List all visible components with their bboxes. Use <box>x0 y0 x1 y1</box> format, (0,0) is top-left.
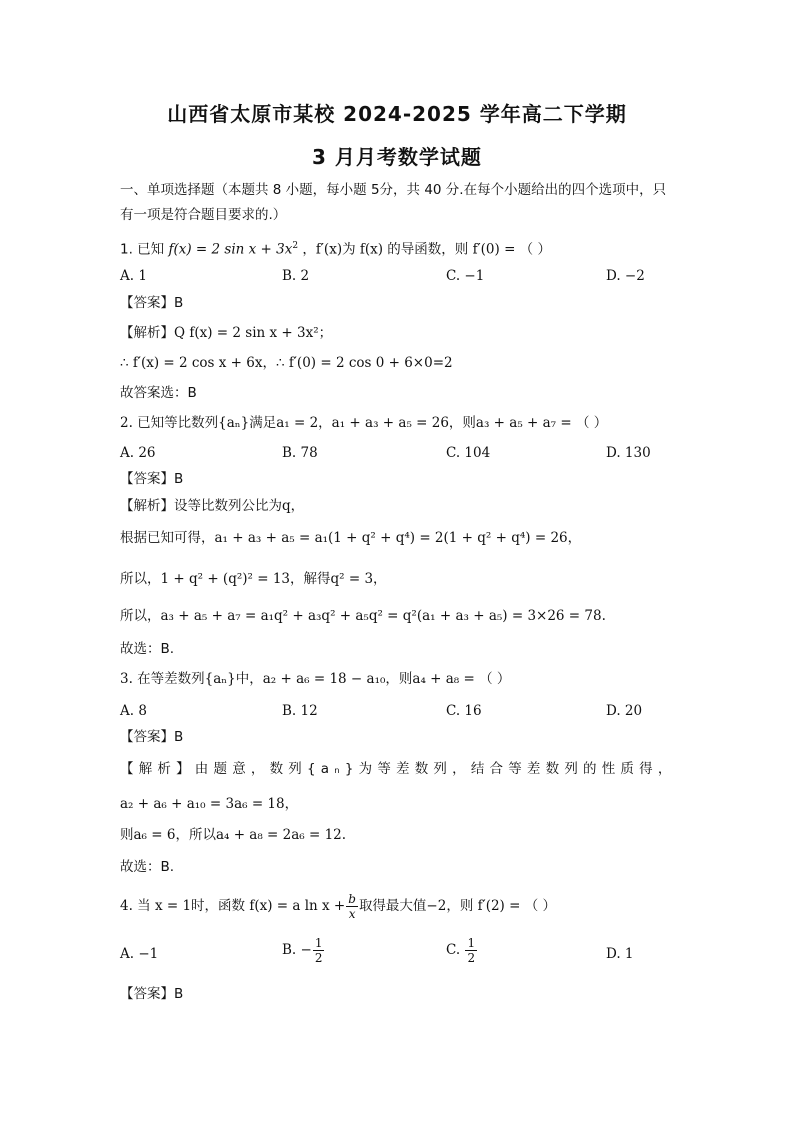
q4-stem-suffix: 取得最大值−2，则 f′(2) = （ ） <box>358 898 556 914</box>
q4-option-c <box>446 936 478 965</box>
q4-option-b-fraction <box>313 936 325 965</box>
q1-stem: 1. 已知 f(x) = 2 $\sin x + 3x^2$ ，f′(x)为 f(x) 的导函数，则 f′(0) = （ ） <box>120 241 551 258</box>
q4-option-b-prefix: B. − <box>282 942 312 958</box>
q4-fraction <box>346 892 358 921</box>
document-subtitle: 3 月月考数学试题 <box>312 145 482 169</box>
q4-fraction-den: x <box>348 907 356 921</box>
q1-answer: 【答案】B <box>120 295 184 311</box>
q1-analysis-1-text: Q f(x) = 2 sin x + 3x²； <box>174 325 333 341</box>
q3-analysis-3: 则a₆ = 6，所以a₄ + a₈ = 2a₆ = 12. <box>120 827 347 843</box>
q4-option-d: D. 1 <box>606 946 634 962</box>
q1-option-c: C. −1 <box>446 268 485 284</box>
q1-option-d: D. −2 <box>606 268 645 284</box>
q4-option-c-den: 2 <box>467 951 476 965</box>
q1-conclusion: 故答案选：B <box>120 385 197 401</box>
q4-fraction-num: b <box>348 892 356 906</box>
q3-option-c: C. 16 <box>446 703 482 719</box>
q2-option-d: D. 130 <box>606 445 651 461</box>
q4-option-b <box>282 936 325 965</box>
q1-option-b: B. 2 <box>282 268 310 284</box>
q2-analysis-2: 根据已知可得，a₁ + a₃ + a₅ = a₁(1 + q² + q⁴) = 2(1 + q² + q⁴) = 26， <box>120 530 582 546</box>
document-title: 山西省太原市某校 2024-2025 学年高二下学期 <box>167 102 627 126</box>
q3-analysis-2: a₂ + a₆ + a₁₀ = 3a₆ = 18， <box>120 796 299 812</box>
section-heading: 一、单项选择题（本题共 8 小题，每小题 5分，共 40 分.在每个小题给出的四个选项中，只 <box>120 182 667 198</box>
q4-option-c-fraction <box>465 936 477 965</box>
q3-answer: 【答案】B <box>120 729 184 745</box>
q2-stem: 2. 已知等比数列{aₙ}满足a₁ = 2，a₁ + a₃ + a₅ = 26，则a₃ + a₅ + a₇ = （ ） <box>120 415 608 431</box>
q1-stem-prefix: 1. 已知 <box>120 241 165 258</box>
q1-stem-mid: ，f′(x)为 f(x) 的导函数，则 f′(0) = （ ） <box>302 241 551 258</box>
q4-option-b-den: 2 <box>314 951 323 965</box>
q2-analysis-1: 【解析】设等比数列公比为q， <box>120 498 305 514</box>
q1-analysis-2: ∴ f′(x) = 2 cos x + 6x，∴ f′(0) = 2 cos 0 + 6×0=2 <box>120 355 453 371</box>
q2-option-a: A. 26 <box>120 445 156 461</box>
q3-conclusion: 故选：B. <box>120 859 175 875</box>
q4-answer: 【答案】B <box>120 986 184 1002</box>
q4-stem-prefix: 4. 当 x = 1时，函数 f(x) = a ln x + <box>120 898 346 914</box>
q2-option-b: B. 78 <box>282 445 318 461</box>
q2-analysis-4: 所以，a₃ + a₅ + a₇ = a₁q² + a₃q² + a₅q² = q²(a₁ + a₃ + a₅) = 3×26 = 78. <box>120 608 606 624</box>
section-heading-cont: 有一项是符合题目要求的.） <box>120 207 287 223</box>
q2-analysis-3: 所以，1 + q² + (q²)² = 13，解得q² = 3， <box>120 571 387 587</box>
q1-option-a: A. 1 <box>120 268 147 284</box>
q2-answer: 【答案】B <box>120 471 184 487</box>
q4-option-b-num: 1 <box>314 936 323 950</box>
q3-option-b: B. 12 <box>282 703 318 719</box>
q4-option-a: A. −1 <box>120 946 159 962</box>
q2-option-c: C. 104 <box>446 445 491 461</box>
q1-analysis-1 <box>120 324 332 342</box>
q4-option-c-prefix: C. <box>446 942 461 958</box>
q3-option-d: D. 20 <box>606 703 643 719</box>
q1-analysis-label: 【解析】 <box>120 325 174 341</box>
q2-conclusion: 故选：B. <box>120 641 175 657</box>
q1-stem-fx: f(x) = 2 sin x + 3x <box>168 241 293 258</box>
q4-option-c-num: 1 <box>467 936 476 950</box>
q3-analysis-1: 【解析】由题意，数列{aₙ}为等差数列，结合等差数列的性质得， <box>120 761 677 777</box>
q3-stem: 3. 在等差数列{aₙ}中，a₂ + a₆ = 18 − a₁₀，则a₄ + a₈ = （ ） <box>120 671 511 687</box>
q4-stem <box>120 889 556 923</box>
q3-option-a: A. 8 <box>120 703 147 719</box>
